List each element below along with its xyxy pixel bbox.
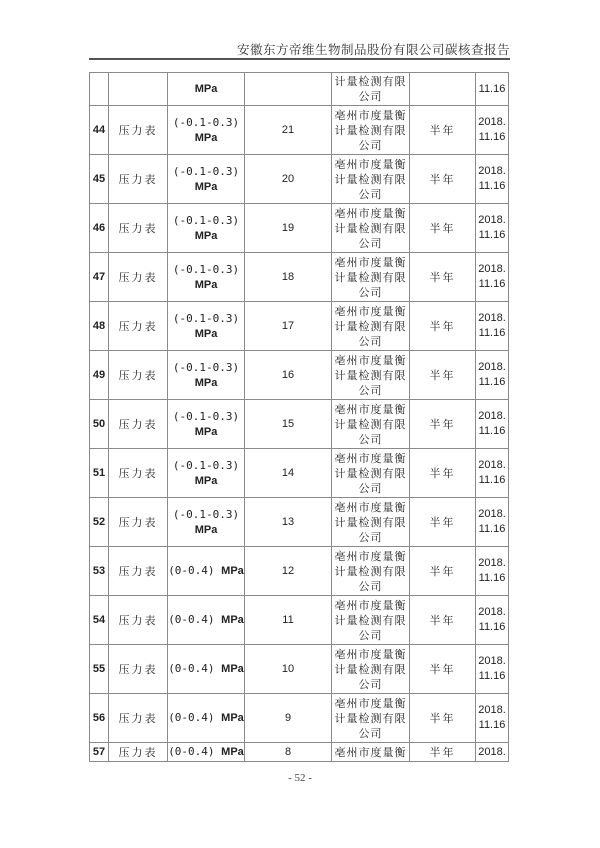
cell-qty: 13 bbox=[245, 498, 332, 547]
cell-org bbox=[332, 253, 410, 302]
org-line: 计量检测有限 bbox=[334, 515, 407, 529]
cell-org bbox=[332, 743, 410, 762]
cell-cycle: 半年 bbox=[410, 204, 476, 253]
org-line: 计量检测有限 bbox=[334, 711, 407, 725]
cell-name: 压力表 bbox=[109, 302, 168, 351]
cell-no bbox=[90, 73, 109, 106]
range-value: (-0.1-0.3) bbox=[172, 262, 240, 276]
cell-cycle: 半年 bbox=[410, 400, 476, 449]
cell-cycle: 半年 bbox=[410, 351, 476, 400]
org-line: 公司 bbox=[358, 726, 383, 740]
cell-name: 压力表 bbox=[109, 547, 168, 596]
range-value: (-0.1-0.3) bbox=[172, 213, 240, 227]
cell-no: 48 bbox=[90, 302, 109, 351]
cell-date bbox=[476, 547, 509, 596]
org-line: 公司 bbox=[358, 677, 383, 691]
table-row bbox=[90, 694, 509, 743]
org-line: 计量检测有限 bbox=[334, 172, 407, 186]
cell-no: 49 bbox=[90, 351, 109, 400]
cell-range bbox=[168, 204, 245, 253]
date-line: 2018. bbox=[478, 361, 506, 373]
cell-cycle: 半年 bbox=[410, 155, 476, 204]
cell-date bbox=[476, 253, 509, 302]
cell-date bbox=[476, 743, 509, 762]
org-line: 亳州市度量衡 bbox=[334, 206, 407, 220]
table-row bbox=[90, 743, 509, 762]
range-unit: MPa bbox=[221, 663, 244, 675]
cell-range bbox=[168, 743, 245, 762]
cell-cycle: 半年 bbox=[410, 302, 476, 351]
org-line: 亳州市度量衡 bbox=[334, 696, 407, 710]
org-line: 亳州市度量衡 bbox=[334, 353, 407, 367]
date-line: 11.16 bbox=[478, 229, 506, 241]
range-unit: MPa bbox=[221, 712, 244, 724]
cell-range bbox=[168, 596, 245, 645]
org-line: 亳州市度量衡 bbox=[334, 500, 407, 514]
range-unit: MPa bbox=[194, 523, 218, 536]
cell-name: 压力表 bbox=[109, 645, 168, 694]
cell-org bbox=[332, 400, 410, 449]
cell-name bbox=[109, 73, 168, 106]
report-header-title: 安徽东方帝维生物制品股份有限公司碳核查报告 bbox=[236, 42, 510, 57]
cell-no: 45 bbox=[90, 155, 109, 204]
org-line: 公司 bbox=[358, 334, 383, 348]
cell-cycle: 半年 bbox=[410, 106, 476, 155]
org-line: 公司 bbox=[358, 138, 383, 152]
cell-qty: 9 bbox=[245, 694, 332, 743]
org-line: 计量检测有限 bbox=[334, 613, 407, 627]
org-line: 计量检测有限 bbox=[334, 662, 407, 676]
cell-name: 压力表 bbox=[109, 204, 168, 253]
org-line: 公司 bbox=[358, 187, 383, 201]
cell-org bbox=[332, 547, 410, 596]
header-divider bbox=[89, 58, 510, 60]
cell-range bbox=[168, 498, 245, 547]
date-line: 11.16 bbox=[478, 180, 506, 192]
cell-org bbox=[332, 498, 410, 547]
cell-range bbox=[168, 694, 245, 743]
cell-date bbox=[476, 498, 509, 547]
cell-name: 压力表 bbox=[109, 596, 168, 645]
cell-date bbox=[476, 204, 509, 253]
org-line: 公司 bbox=[358, 530, 383, 544]
org-line: 计量检测有限 bbox=[334, 564, 407, 578]
cell-name: 压力表 bbox=[109, 400, 168, 449]
cell-cycle: 半年 bbox=[410, 547, 476, 596]
cell-date bbox=[476, 596, 509, 645]
date-line: 2018. bbox=[478, 508, 506, 520]
org-line: 计量检测有限 bbox=[334, 221, 407, 235]
cell-no: 46 bbox=[90, 204, 109, 253]
table-row bbox=[90, 302, 509, 351]
date-line: 2018. bbox=[478, 312, 506, 324]
org-line: 公司 bbox=[358, 90, 383, 103]
cell-org bbox=[332, 449, 410, 498]
cell-cycle: 半年 bbox=[410, 645, 476, 694]
range-value: (-0.1-0.3) bbox=[172, 164, 240, 178]
org-line: 亳州市度量衡 bbox=[334, 255, 407, 269]
range-unit: MPa bbox=[194, 83, 218, 95]
table-row-continuation bbox=[90, 73, 509, 106]
cell-qty: 15 bbox=[245, 400, 332, 449]
org-line: 计量检测有限 bbox=[334, 319, 407, 333]
cell-qty: 18 bbox=[245, 253, 332, 302]
cell-cycle: 半年 bbox=[410, 694, 476, 743]
table-row bbox=[90, 351, 509, 400]
date-line: 11.16 bbox=[478, 670, 506, 682]
date-line: 2018. bbox=[478, 116, 506, 128]
cell-no: 51 bbox=[90, 449, 109, 498]
cell-range bbox=[168, 106, 245, 155]
range-value: (-0.1-0.3) bbox=[172, 360, 240, 374]
cell-range bbox=[168, 302, 245, 351]
range-value: (0-0.4) bbox=[168, 564, 215, 577]
cell-range bbox=[168, 253, 245, 302]
table-row bbox=[90, 645, 509, 694]
cell-range bbox=[168, 449, 245, 498]
cell-name: 压力表 bbox=[109, 743, 168, 762]
cell-range bbox=[168, 645, 245, 694]
cell-cycle: 半年 bbox=[410, 449, 476, 498]
date-line: 2018. bbox=[478, 655, 506, 667]
cell-name: 压力表 bbox=[109, 351, 168, 400]
cell-org bbox=[332, 596, 410, 645]
range-value: (-0.1-0.3) bbox=[172, 409, 240, 423]
date-line: 11.16 bbox=[478, 523, 506, 535]
date-line: 2018. bbox=[478, 459, 506, 471]
cell-org bbox=[332, 106, 410, 155]
cell-date bbox=[476, 694, 509, 743]
range-unit: MPa bbox=[194, 229, 218, 242]
cell-date bbox=[476, 351, 509, 400]
cell-org bbox=[332, 645, 410, 694]
cell-name: 压力表 bbox=[109, 694, 168, 743]
cell-no: 54 bbox=[90, 596, 109, 645]
cell-no: 52 bbox=[90, 498, 109, 547]
table-row bbox=[90, 106, 509, 155]
cell-qty: 11 bbox=[245, 596, 332, 645]
cell-qty: 19 bbox=[245, 204, 332, 253]
org-line: 公司 bbox=[358, 628, 383, 642]
cell-date bbox=[476, 400, 509, 449]
range-unit: MPa bbox=[194, 425, 218, 438]
cell-date bbox=[476, 302, 509, 351]
org-line: 公司 bbox=[358, 383, 383, 397]
date-line: 2018. bbox=[478, 214, 506, 226]
date-line: 11.16 bbox=[478, 572, 506, 584]
cell-date bbox=[476, 106, 509, 155]
cell-cycle: 半年 bbox=[410, 743, 476, 762]
org-line: 亳州市度量衡 bbox=[334, 549, 407, 563]
date-line: 2018. bbox=[478, 745, 506, 758]
org-line: 计量检测有限 bbox=[334, 270, 407, 284]
date-line: 2018. bbox=[478, 606, 506, 618]
date-line: 2018. bbox=[478, 704, 506, 716]
page-number: - 52 - bbox=[288, 772, 312, 784]
table-row bbox=[90, 400, 509, 449]
table-row bbox=[90, 204, 509, 253]
table-row bbox=[90, 449, 509, 498]
cell-name: 压力表 bbox=[109, 449, 168, 498]
cell-range bbox=[168, 73, 245, 106]
cell-range bbox=[168, 400, 245, 449]
cell-qty bbox=[245, 73, 332, 106]
cell-no: 44 bbox=[90, 106, 109, 155]
org-line: 亳州市度量衡 bbox=[334, 304, 407, 318]
table-row bbox=[90, 155, 509, 204]
range-value: (0-0.4) bbox=[168, 745, 215, 758]
range-value: (-0.1-0.3) bbox=[172, 311, 240, 325]
range-unit: MPa bbox=[221, 746, 244, 758]
cell-org bbox=[332, 73, 410, 106]
range-unit: MPa bbox=[194, 474, 218, 487]
date-line: 11.16 bbox=[478, 278, 506, 290]
org-line: 亳州市度量衡 bbox=[334, 157, 407, 171]
cell-org bbox=[332, 302, 410, 351]
org-line: 亳州市度量衡 bbox=[334, 451, 407, 465]
date-line: 11.16 bbox=[478, 425, 506, 437]
range-unit: MPa bbox=[194, 131, 218, 144]
cell-name: 压力表 bbox=[109, 155, 168, 204]
org-line: 公司 bbox=[358, 579, 383, 593]
range-value: (0-0.4) bbox=[168, 662, 215, 675]
org-line: 计量检测有限 bbox=[334, 466, 407, 480]
date-line: 2018. bbox=[478, 557, 506, 569]
cell-cycle: 半年 bbox=[410, 596, 476, 645]
org-line: 亳州市度量衡 bbox=[334, 745, 407, 759]
cell-cycle: 半年 bbox=[410, 498, 476, 547]
table-row bbox=[90, 547, 509, 596]
cell-range bbox=[168, 155, 245, 204]
cell-no: 50 bbox=[90, 400, 109, 449]
date-line: 11.16 bbox=[478, 82, 506, 95]
cell-qty: 8 bbox=[245, 743, 332, 762]
cell-date bbox=[476, 73, 509, 106]
org-line: 亳州市度量衡 bbox=[334, 598, 407, 612]
cell-qty: 10 bbox=[245, 645, 332, 694]
org-line: 亳州市度量衡 bbox=[334, 647, 407, 661]
date-line: 11.16 bbox=[478, 327, 506, 339]
cell-name: 压力表 bbox=[109, 106, 168, 155]
org-line: 公司 bbox=[358, 236, 383, 250]
date-line: 11.16 bbox=[478, 621, 506, 633]
org-line: 公司 bbox=[358, 432, 383, 446]
cell-cycle: 半年 bbox=[410, 253, 476, 302]
range-value: (-0.1-0.3) bbox=[172, 458, 240, 472]
cell-no: 53 bbox=[90, 547, 109, 596]
cell-org bbox=[332, 694, 410, 743]
cell-name: 压力表 bbox=[109, 253, 168, 302]
cell-org bbox=[332, 155, 410, 204]
org-line: 计量检测有限 bbox=[334, 75, 407, 88]
cell-no: 55 bbox=[90, 645, 109, 694]
table-row bbox=[90, 498, 509, 547]
cell-qty: 14 bbox=[245, 449, 332, 498]
cell-date bbox=[476, 645, 509, 694]
date-line: 11.16 bbox=[478, 131, 506, 143]
cell-range bbox=[168, 547, 245, 596]
cell-name: 压力表 bbox=[109, 498, 168, 547]
cell-qty: 21 bbox=[245, 106, 332, 155]
cell-qty: 17 bbox=[245, 302, 332, 351]
date-line: 11.16 bbox=[478, 719, 506, 731]
org-line: 计量检测有限 bbox=[334, 123, 407, 137]
date-line: 2018. bbox=[478, 263, 506, 275]
instrument-calibration-table bbox=[89, 72, 509, 762]
cell-org bbox=[332, 351, 410, 400]
cell-range bbox=[168, 351, 245, 400]
date-line: 2018. bbox=[478, 410, 506, 422]
org-line: 亳州市度量衡 bbox=[334, 108, 407, 122]
cell-org bbox=[332, 204, 410, 253]
range-value: (0-0.4) bbox=[168, 613, 215, 626]
cell-qty: 16 bbox=[245, 351, 332, 400]
table-row bbox=[90, 253, 509, 302]
cell-no: 47 bbox=[90, 253, 109, 302]
date-line: 11.16 bbox=[478, 376, 506, 388]
range-unit: MPa bbox=[194, 327, 218, 340]
date-line: 11.16 bbox=[478, 474, 506, 486]
cell-cycle bbox=[410, 73, 476, 106]
range-unit: MPa bbox=[194, 376, 218, 389]
range-unit: MPa bbox=[221, 614, 244, 626]
cell-no: 56 bbox=[90, 694, 109, 743]
range-value: (0-0.4) bbox=[168, 711, 215, 724]
cell-no: 57 bbox=[90, 743, 109, 762]
org-line: 公司 bbox=[358, 481, 383, 495]
date-line: 2018. bbox=[478, 165, 506, 177]
range-unit: MPa bbox=[221, 565, 244, 577]
org-line: 亳州市度量衡 bbox=[334, 402, 407, 416]
org-line: 公司 bbox=[358, 285, 383, 299]
range-unit: MPa bbox=[194, 278, 218, 291]
cell-date bbox=[476, 155, 509, 204]
range-value: (-0.1-0.3) bbox=[172, 115, 240, 129]
range-value: (-0.1-0.3) bbox=[172, 507, 240, 521]
table-row bbox=[90, 596, 509, 645]
cell-qty: 12 bbox=[245, 547, 332, 596]
cell-qty: 20 bbox=[245, 155, 332, 204]
cell-date bbox=[476, 449, 509, 498]
range-unit: MPa bbox=[194, 180, 218, 193]
org-line: 计量检测有限 bbox=[334, 417, 407, 431]
org-line: 计量检测有限 bbox=[334, 368, 407, 382]
